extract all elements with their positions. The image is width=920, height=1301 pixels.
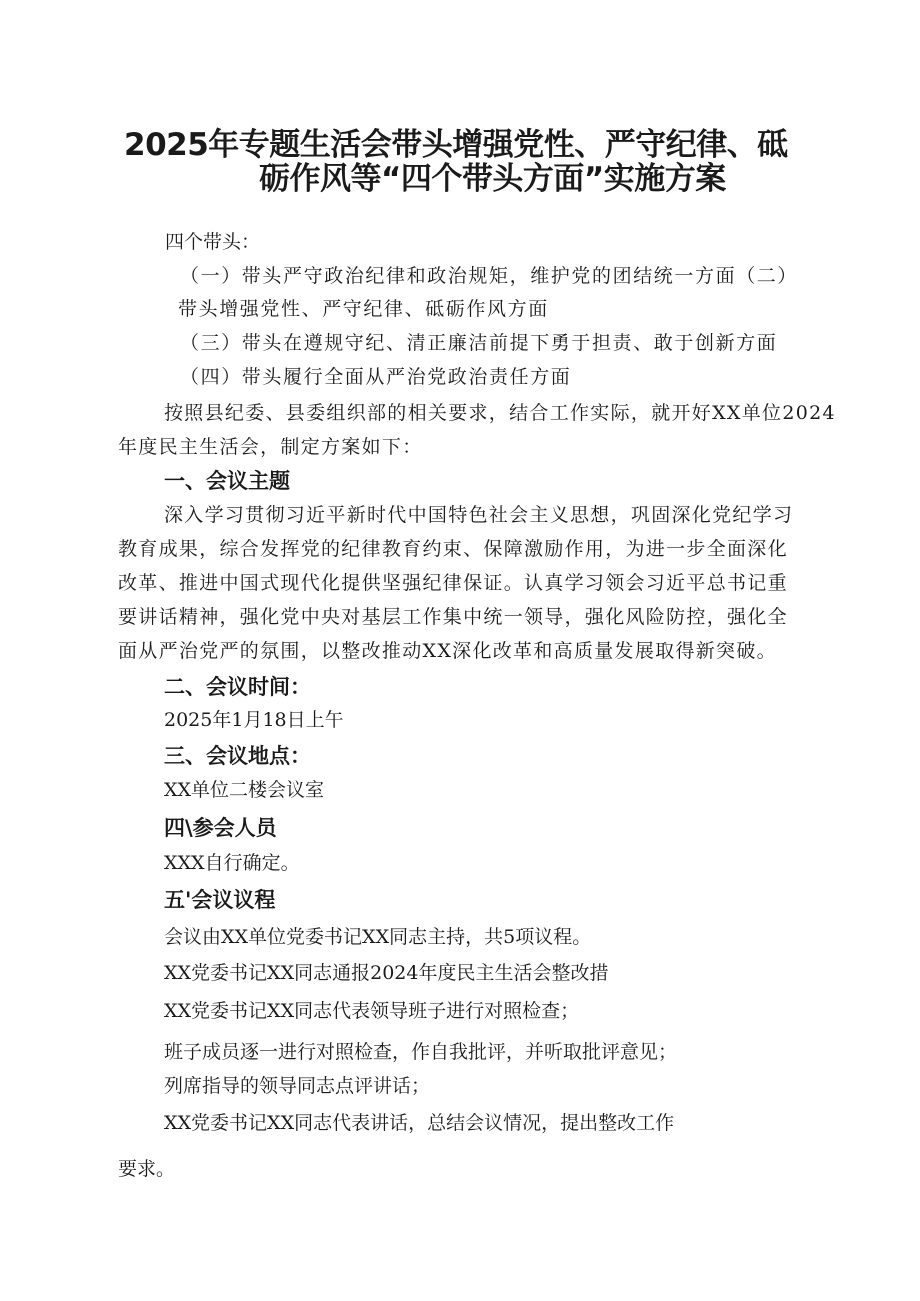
basis-line-2: 年度民主生活会，制定方案如下： <box>118 436 423 458</box>
agenda-line: XX党委书记XX同志代表讲话，总结会议情况，提出整改工作 <box>164 1112 675 1134</box>
section-1-line: 深入学习贯彻习近平新时代中国特色社会主义思想，巩固深化党纪学习 <box>164 504 794 526</box>
document-title-line-2: 砺作风等“四个带头方面”实施方案 <box>259 161 726 197</box>
item-3: （三）带头在遵规守纪、清正廉洁前提下勇于担责、敢于创新方面 <box>180 332 778 354</box>
meeting-time: 2025年1月18日上午 <box>164 709 344 731</box>
section-1-line: 教育成果，综合发挥党的纪律教育约束、保障激励作用，为进一步全面深化 <box>118 538 788 560</box>
basis-line-1: 按照县纪委、县委组织部的相关要求，结合工作实际，就开好XX单位2024 <box>164 402 836 424</box>
intro-label: 四个带头： <box>165 231 261 253</box>
section-2-heading: 二、会议时间： <box>164 675 311 699</box>
attendees: XXX自行确定。 <box>164 852 300 874</box>
section-1-line: 面从严治党严的氛围，以整改推动XX深化改革和高质量发展取得新突破。 <box>118 640 777 662</box>
agenda-line: 要求。 <box>118 1158 176 1180</box>
agenda-line: XX党委书记XX同志通报2024年度民主生活会整改措 <box>164 962 609 984</box>
section-1-line: 改革、推进中国式现代化提供坚强纪律保证。认真学习领会习近平总书记重 <box>118 572 788 594</box>
section-5-heading: 五'会议议程 <box>164 888 276 912</box>
section-4-heading: 四\参会人员 <box>164 816 277 840</box>
agenda-line: 列席指导的领导同志点评讲话； <box>164 1075 431 1097</box>
meeting-location: XX单位二楼会议室 <box>164 779 325 801</box>
document-title-line-1: 2025年专题生活会带头增强党性、严守纪律、砥 <box>124 127 788 163</box>
item-4: （四）带头履行全面从严治党政治责任方面 <box>180 366 572 388</box>
agenda-line: 班子成员逐一进行对照检查，作自我批评，并听取批评意见； <box>164 1041 678 1063</box>
agenda-line: XX党委书记XX同志代表领导班子进行对照检查； <box>164 1000 580 1022</box>
item-1-line-1: （一）带头严守政治纪律和政治规矩，维护党的团结统一方面（二） <box>180 265 799 287</box>
agenda-line: 会议由XX单位党委书记XX同志主持，共5项议程。 <box>164 926 592 948</box>
section-3-heading: 三、会议地点： <box>164 744 311 768</box>
item-1-line-2: 带头增强党性、严守纪律、砥砺作风方面 <box>178 298 549 320</box>
section-1-line: 要讲话精神，强化党中央对基层工作集中统一领导，强化风险防控，强化全 <box>118 606 788 628</box>
section-1-heading: 一、会议主题 <box>164 469 290 493</box>
